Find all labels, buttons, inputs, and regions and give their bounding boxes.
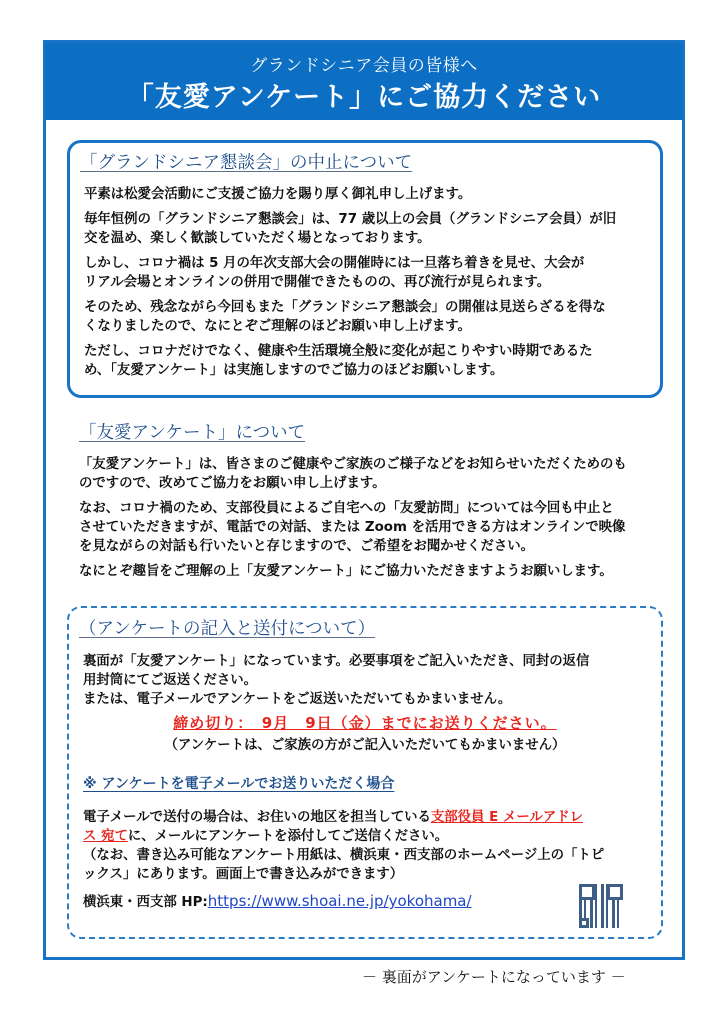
homepage-line [83,892,472,913]
paragraph-line: め、「友愛アンケート」は実施しますのでご協力のほどお願いします。 [84,363,504,378]
deadline-notice: 締め切り： 9月 9日（金）までにお送りください。 [173,714,557,732]
paragraph-line: させていただきますが、電話での対話、または Zoom を活用できる方はオンラインで映像 [79,520,626,535]
paragraph-line: しかし、コロナ禍は 5 月の年次支部大会の開催時には一旦落ち着きを見せ、大会が [84,256,585,271]
paragraph-line: そのため、残念ながら今回もまた「グランドシニア懇談会」の開催は見送らざるを得な [84,300,606,315]
homepage-label: 横浜東・西支部 HP: [83,895,208,910]
paragraph-line: ックス」にあります。画面上で書き込みができます） [83,867,404,882]
paragraph-line: リアル会場とオンラインの併用で開催できたものの、再び流行が見られます。 [84,275,551,290]
header-title: 「友愛アンケート」にご協力ください [126,82,602,113]
section-survey-title: 「友愛アンケート」について [79,423,306,443]
officer-email-highlight: ス 宛て [83,829,128,844]
paragraph-line: または、電子メールでアンケートをご返送いただいてもかまいません。 [83,692,512,707]
footer-note: － 裏面がアンケートになっています － [362,968,626,986]
qr-corner [579,918,589,928]
paragraph-line: 毎年恒例の「グランドシニア懇談会」は、77 歳以上の会員（グランドシニア会員）が旧 [84,212,617,227]
officer-email-highlight: 支部役員 E メールアドレ [430,810,583,825]
paragraph-line: なにとぞ趣旨をご理解の上「友愛アンケート」にご協力いただきますようお願いします。 [79,564,613,579]
homepage-link[interactable]: https://www.shoai.ne.jp/yokohama/ [207,892,472,910]
paragraph-line: なお、コロナ禍のため、支部役員によるご自宅への「友愛訪問」については今回も中止と [79,501,614,516]
paragraph-line: 「友愛アンケート」は、皆さまのご健康やご家族のご様子などをお知らせいただくためのも [79,457,627,472]
family-note: （アンケートは、ご家族の方がご記入いただいてもかまいません） [164,738,566,753]
paragraph-line: 交を温め、楽しく歓談していただく場となっております。 [84,231,431,246]
email-heading: ※ アンケートを電子メールでお送りいただく場合 [83,776,395,792]
header-banner [46,43,682,120]
email-text: 電子メールで送付の場合は、お住いの地区を担当している [83,810,431,825]
email-instruction-line-2 [83,827,448,847]
section-cancellation-box [67,140,663,398]
paragraph-line: のですので、改めてご協力をお願い申し上げます。 [79,476,386,491]
paragraph-line: 平素は松愛会活動にご支援ご協力を賜り厚く御礼申し上げます。 [84,187,472,202]
email-text: に、メールにアンケートを添付してご送信ください。 [127,829,449,844]
paragraph-line: を見ながらの対話も行いたいと存じますので、ご希望をお聞かせください。 [79,539,535,554]
paragraph-line: 用封筒にてご返送ください。 [83,673,258,688]
paragraph-line: くなりましたので、なにとぞご理解のほどお願い申し上げます。 [84,319,471,334]
qr-code-icon[interactable] [579,884,623,928]
paragraph-line: 裏面が「友愛アンケート」になっています。必要事項をご記入いただき、同封の返信 [83,654,590,669]
paragraph-line: （なお、書き込み可能なアンケート用紙は、横浜東・西支部のホームページ上の「トピ [83,848,605,863]
header-subtitle: グランドシニア会員の皆様へ [250,56,478,76]
section-cancellation-title: 「グランドシニア懇談会」の中止について [80,153,413,173]
section-submission-box [67,606,663,939]
section-submission-title: （アンケートの記入と送付について） [79,619,376,639]
document-frame [43,40,685,960]
email-instruction-line-1 [83,808,583,828]
paragraph-line: ただし、コロナだけでなく、健康や生活環境全般に変化が起こりやすい時期であるた [84,344,593,359]
